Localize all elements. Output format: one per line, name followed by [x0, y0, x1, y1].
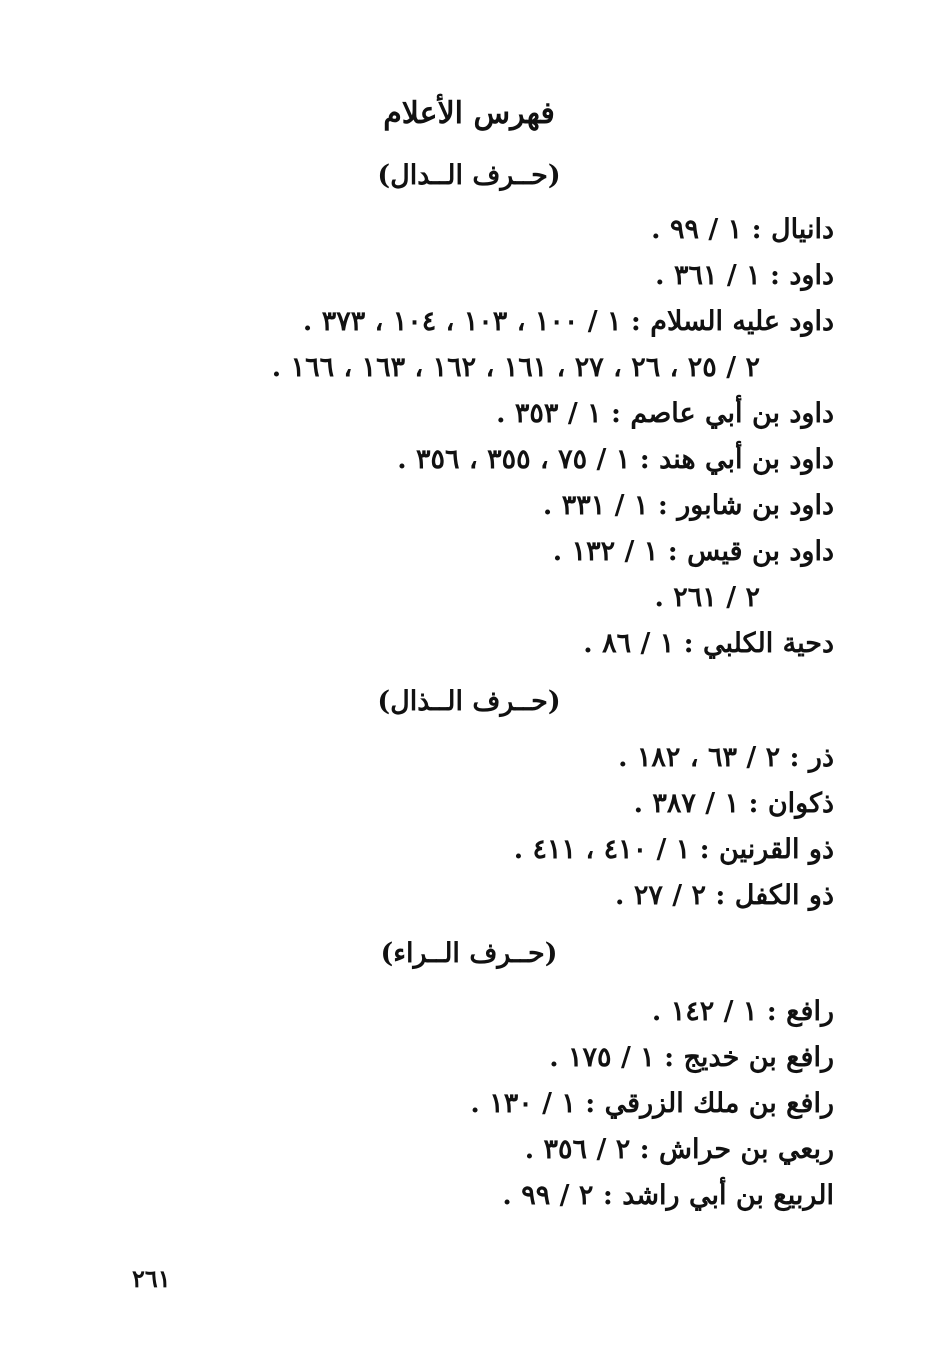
- section-header-dhal: (حــرف الــذال): [377, 686, 561, 717]
- index-entry: رافع : ١ / ١٤٢ .: [651, 996, 834, 1027]
- page-title: فهرس الأعلام: [383, 96, 555, 131]
- index-entry: ذو القرنين : ١ / ٤١٠ ، ٤١١ .: [513, 834, 834, 865]
- section-header-ra: (حــرف الــراء): [380, 938, 558, 969]
- index-entry: الربيع بن أبي راشد : ٢ / ٩٩ .: [502, 1180, 834, 1211]
- index-entry: داود بن شابور : ١ / ٣٣١ .: [542, 490, 834, 521]
- index-entry-continuation: ٢ / ٢٦١ .: [654, 582, 760, 613]
- page-number: ٢٦١: [132, 1264, 171, 1293]
- index-entry: رافع بن خديج : ١ / ١٧٥ .: [549, 1042, 834, 1073]
- index-entry: ذو الكفل : ٢ / ٢٧ .: [615, 880, 834, 911]
- index-entry: داود : ١ / ٣٦١ .: [655, 260, 834, 291]
- index-entry: داود بن أبي عاصم : ١ / ٣٥٣ .: [496, 398, 834, 429]
- index-entry-continuation: ٢ / ٢٥ ، ٢٦ ، ٢٧ ، ١٦١ ، ١٦٢ ، ١٦٣ ، ١٦٦ .: [271, 352, 760, 383]
- index-entry: داود بن أبي هند : ١ / ٧٥ ، ٣٥٥ ، ٣٥٦ .: [397, 444, 834, 475]
- index-entry: داود بن قيس : ١ / ١٣٢ .: [552, 536, 834, 567]
- index-entry: ذكوان : ١ / ٣٨٧ .: [633, 788, 834, 819]
- index-entry: دحية الكلبي : ١ / ٨٦ .: [583, 628, 834, 659]
- index-entry: رافع بن ملك الزرقي : ١ / ١٣٠ .: [470, 1088, 834, 1119]
- index-entry: دانيال : ١ / ٩٩ .: [651, 214, 834, 245]
- section-header-dal: (حــرف الــدال): [377, 160, 561, 191]
- index-entry: ربعي بن حراش : ٢ / ٣٥٦ .: [524, 1134, 834, 1165]
- index-entry: ذر : ٢ / ٦٣ ، ١٨٢ .: [618, 742, 834, 773]
- index-entry: داود عليه السلام : ١ / ١٠٠ ، ١٠٣ ، ١٠٤ ، ٣٧٣ .: [302, 306, 834, 337]
